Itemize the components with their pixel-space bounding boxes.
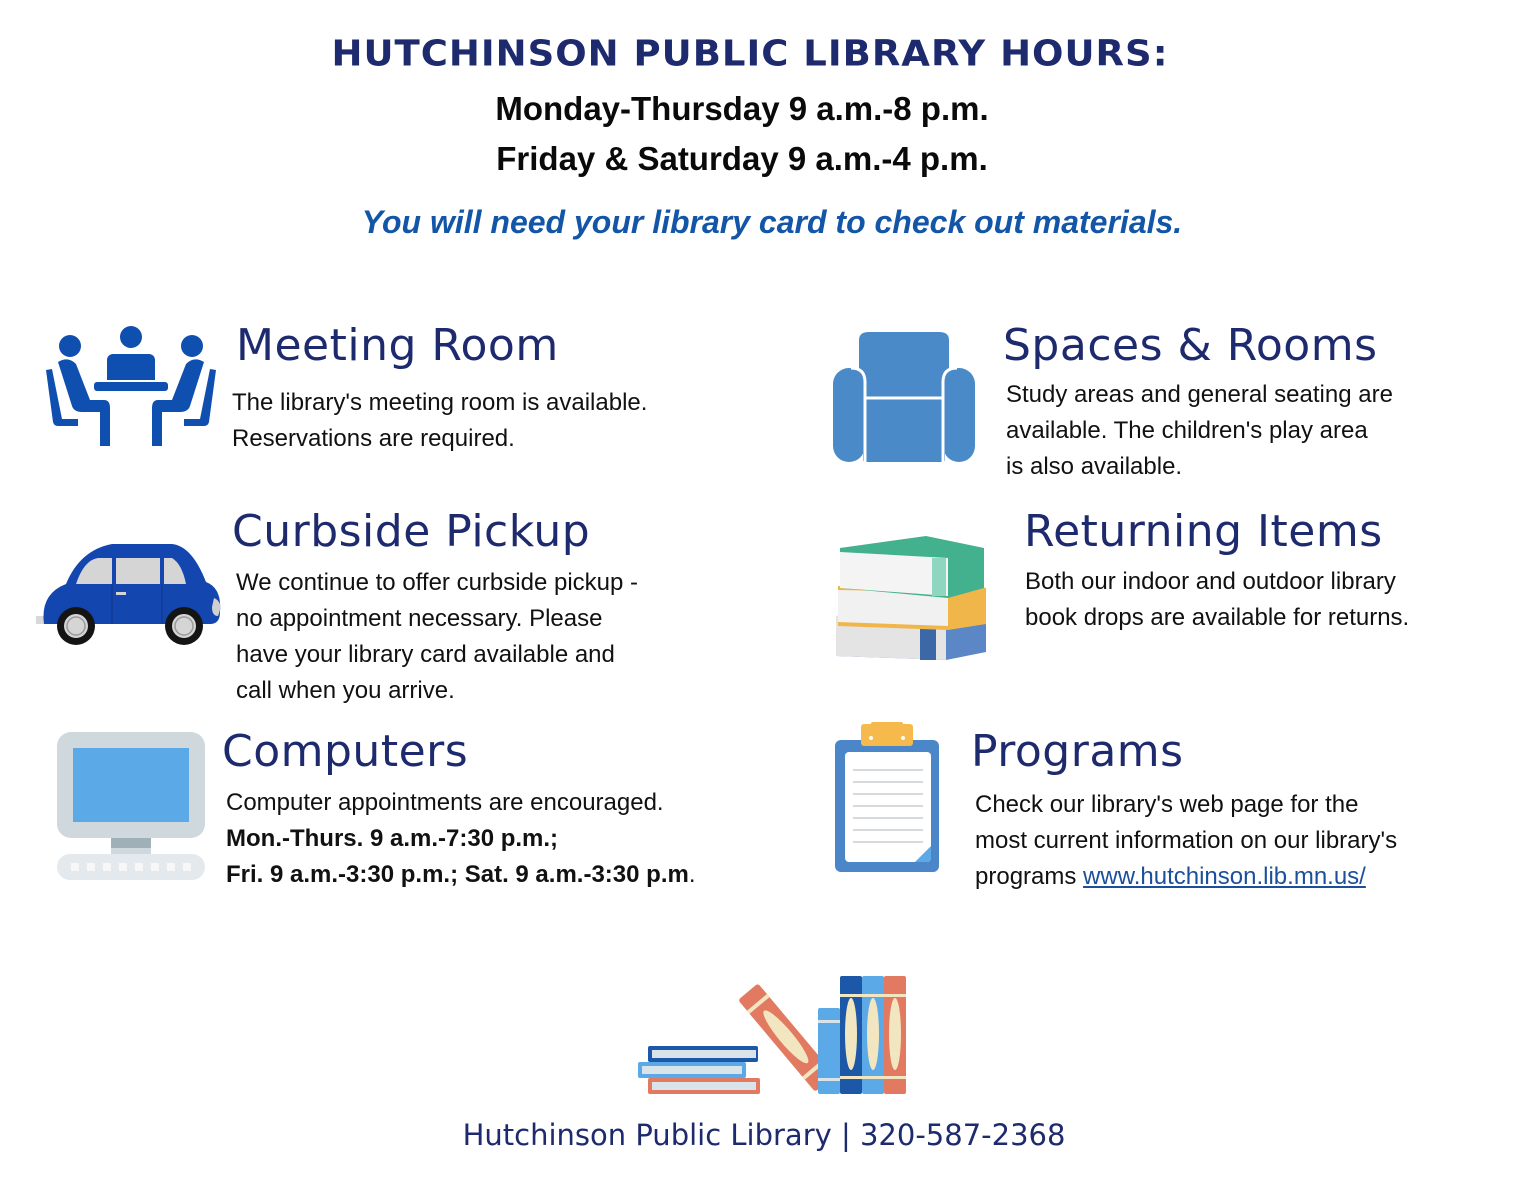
body-line: no appointment necessary. Please: [236, 605, 603, 632]
section-body: [1006, 377, 1393, 485]
computer-icon: [57, 732, 205, 880]
section-title: Curbside Pickup: [232, 506, 591, 557]
body-line: Study areas and general seating are: [1006, 381, 1393, 408]
body-line: Computer appointments are encouraged.: [226, 789, 664, 816]
body-line: Check our library's web page for the: [975, 791, 1359, 818]
footer-contact: Hutchinson Public Library | 320-587-2368: [462, 1118, 1066, 1152]
section-computers: [0, 720, 780, 910]
book-stack-icon: [834, 536, 990, 664]
body-line: most current information on our library's: [975, 827, 1398, 854]
section-title: Spaces & Rooms: [1003, 320, 1378, 371]
books-illustration-icon: [636, 974, 912, 1098]
computer-hours-weekday-text: Mon.-Thurs. 9 a.m.-7:30 p.m.;: [226, 825, 559, 852]
body-line: available. The children's play area: [1006, 417, 1368, 444]
section-title: Meeting Room: [236, 320, 559, 371]
section-body: [236, 565, 638, 709]
clipboard-icon: [833, 722, 943, 874]
body-line: have your library card available and: [236, 641, 615, 668]
section-body: [1025, 564, 1409, 636]
library-website-link[interactable]: www.hutchinson.lib.mn.us/: [1083, 863, 1366, 890]
body-line: book drops are available for returns.: [1025, 604, 1410, 631]
body-line: is also available.: [1006, 453, 1183, 480]
section-body: [975, 787, 1397, 895]
hours-weekend: Friday & Saturday 9 a.m.-4 p.m.: [496, 140, 988, 177]
body-line: programs: [975, 863, 1084, 890]
body-line: Reservations are required.: [232, 425, 515, 452]
computer-hours-weekend-text: Fri. 9 a.m.-3:30 p.m.; Sat. 9 a.m.-3:30 p.m: [226, 861, 689, 888]
section-title: Computers: [222, 726, 469, 777]
library-card-notice: You will need your library card to check out materials.: [361, 204, 1183, 240]
computer-hours-period: .: [688, 861, 696, 888]
body-line-with-link: [975, 859, 1397, 895]
section-spaces-rooms: [800, 300, 1536, 490]
section-curbside-pickup: [0, 500, 760, 710]
computer-hours-weekday: [226, 821, 696, 857]
body-line: Both our indoor and outdoor library: [1025, 568, 1396, 595]
section-body: [232, 385, 647, 457]
hours-weekday: Monday-Thursday 9 a.m.-8 p.m.: [495, 90, 989, 127]
meeting-table-icon: [44, 326, 218, 450]
armchair-icon: [833, 332, 975, 464]
computer-hours-weekend: [226, 857, 696, 893]
section-body: [226, 785, 696, 893]
section-returning-items: [800, 500, 1536, 680]
section-title: Returning Items: [1024, 506, 1383, 557]
body-line: We continue to offer curbside pickup -: [236, 569, 638, 596]
section-meeting-room: [0, 300, 760, 480]
page-title: HUTCHINSON PUBLIC LIBRARY HOURS:: [331, 33, 1169, 74]
section-title: Programs: [971, 726, 1184, 777]
body-line: The library's meeting room is available.: [232, 389, 648, 416]
car-icon: [36, 540, 224, 646]
section-programs: [800, 710, 1536, 910]
body-line: call when you arrive.: [236, 677, 455, 704]
